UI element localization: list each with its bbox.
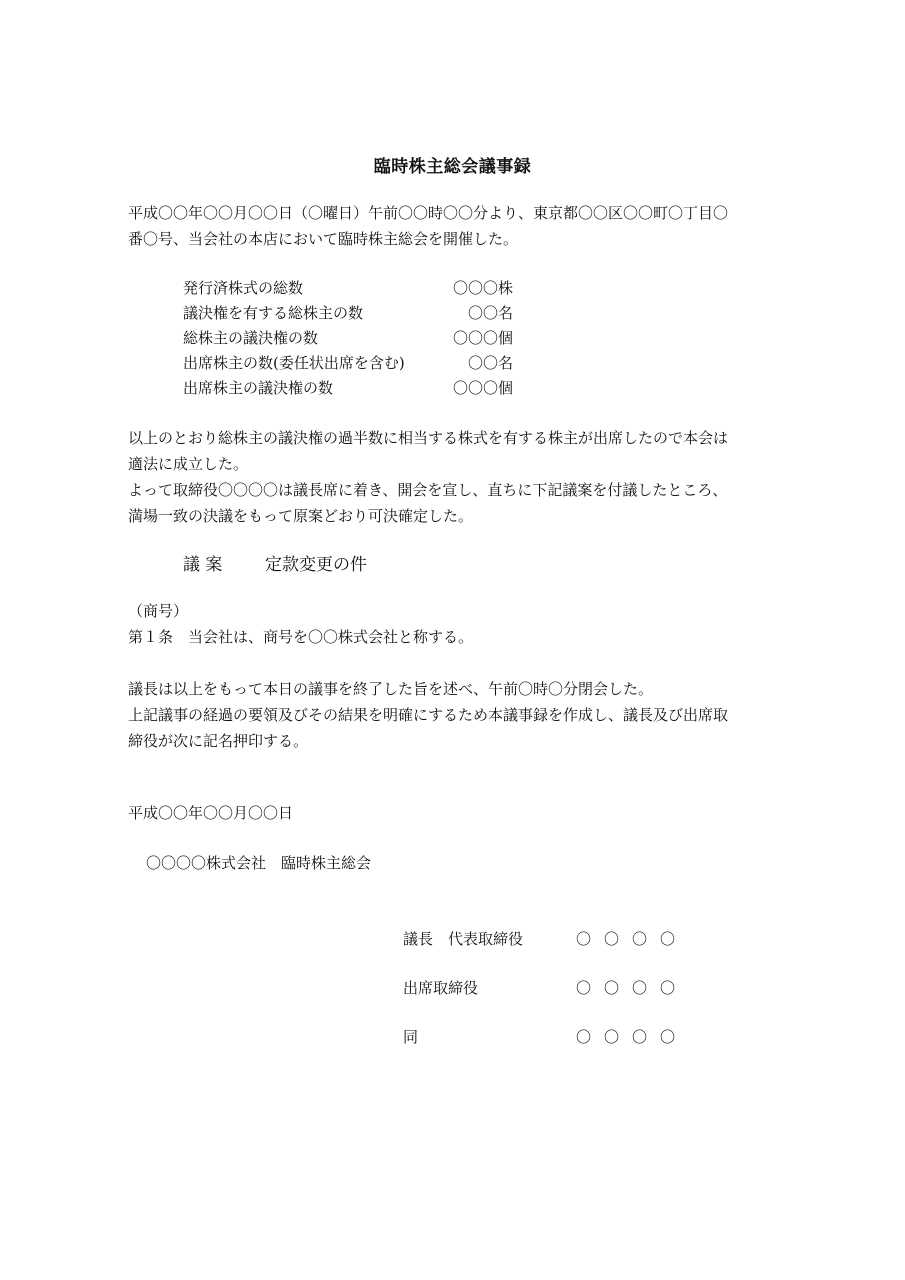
- document-date: 平成〇〇年〇〇月〇〇日: [128, 804, 294, 822]
- signature-role: 同: [403, 1028, 419, 1046]
- signature-row: [403, 1026, 703, 1050]
- company-name: 〇〇〇〇株式会社 臨時株主総会: [146, 854, 372, 872]
- intro-line: 平成〇〇年〇〇月〇〇日（〇曜日）午前〇〇時〇〇分より、東京都〇〇区〇〇町〇丁目〇: [128, 204, 729, 222]
- intro-paragraph: [128, 200, 788, 252]
- stat-value: 〇〇〇株: [452, 279, 513, 297]
- shareholder-stats: [183, 276, 543, 401]
- stat-row: [183, 376, 543, 401]
- stat-label: 出席株主の数(委任状出席を含む): [183, 354, 405, 372]
- stat-value: 〇〇〇個: [452, 379, 513, 397]
- stat-row: [183, 351, 543, 376]
- agenda-title: 定款変更の件: [265, 555, 367, 575]
- stat-row: [183, 326, 543, 351]
- closing-line: 議長は以上をもって本日の議事を終了した旨を述べ、午前〇時〇分閉会した。: [128, 680, 654, 698]
- stat-value: 〇〇名: [467, 304, 513, 322]
- stat-row: [183, 276, 543, 301]
- intro-line: 番〇号、当会社の本店において臨時株主総会を開催した。: [128, 230, 519, 248]
- quorum-line: 適法に成立した。: [128, 455, 249, 473]
- signature-name: 〇〇〇〇: [576, 1028, 689, 1046]
- stat-label: 出席株主の議決権の数: [183, 379, 334, 397]
- quorum-line: 満場一致の決議をもって原案どおり可決確定した。: [128, 507, 474, 525]
- agenda-label: 議 案: [183, 555, 223, 575]
- closing-paragraph: [128, 676, 788, 754]
- signature-role: 議長 代表取締役: [403, 930, 524, 948]
- signature-row: [403, 928, 703, 952]
- article-text: 第１条 当会社は、商号を〇〇株式会社と称する。: [128, 628, 474, 646]
- quorum-line: 以上のとおり総株主の議決権の過半数に相当する株式を有する株主が出席したので本会は: [128, 429, 729, 447]
- stat-row: [183, 301, 543, 326]
- quorum-paragraph: [128, 425, 788, 529]
- closing-line: 締役が次に記名押印する。: [128, 732, 309, 750]
- closing-line: 上記議事の経過の要領及びその結果を明確にするため本議事録を作成し、議長及び出席取: [128, 706, 729, 724]
- stat-value: 〇〇名: [467, 354, 513, 372]
- agenda-item: [183, 550, 367, 575]
- signature-row: [403, 977, 703, 1001]
- stat-label: 発行済株式の総数: [183, 279, 304, 297]
- signature-name: 〇〇〇〇: [576, 979, 689, 997]
- quorum-line: よって取締役〇〇〇〇は議長席に着き、開会を宣し、直ちに下記議案を付議したところ、: [128, 481, 728, 499]
- stat-value: 〇〇〇個: [452, 329, 513, 347]
- signature-name: 〇〇〇〇: [576, 930, 689, 948]
- signature-role: 出席取締役: [403, 979, 479, 997]
- document-title: 臨時株主総会議事録: [373, 157, 532, 177]
- article-heading: （商号）: [128, 602, 189, 620]
- stat-label: 総株主の議決権の数: [183, 329, 319, 347]
- stat-label: 議決権を有する総株主の数: [183, 304, 364, 322]
